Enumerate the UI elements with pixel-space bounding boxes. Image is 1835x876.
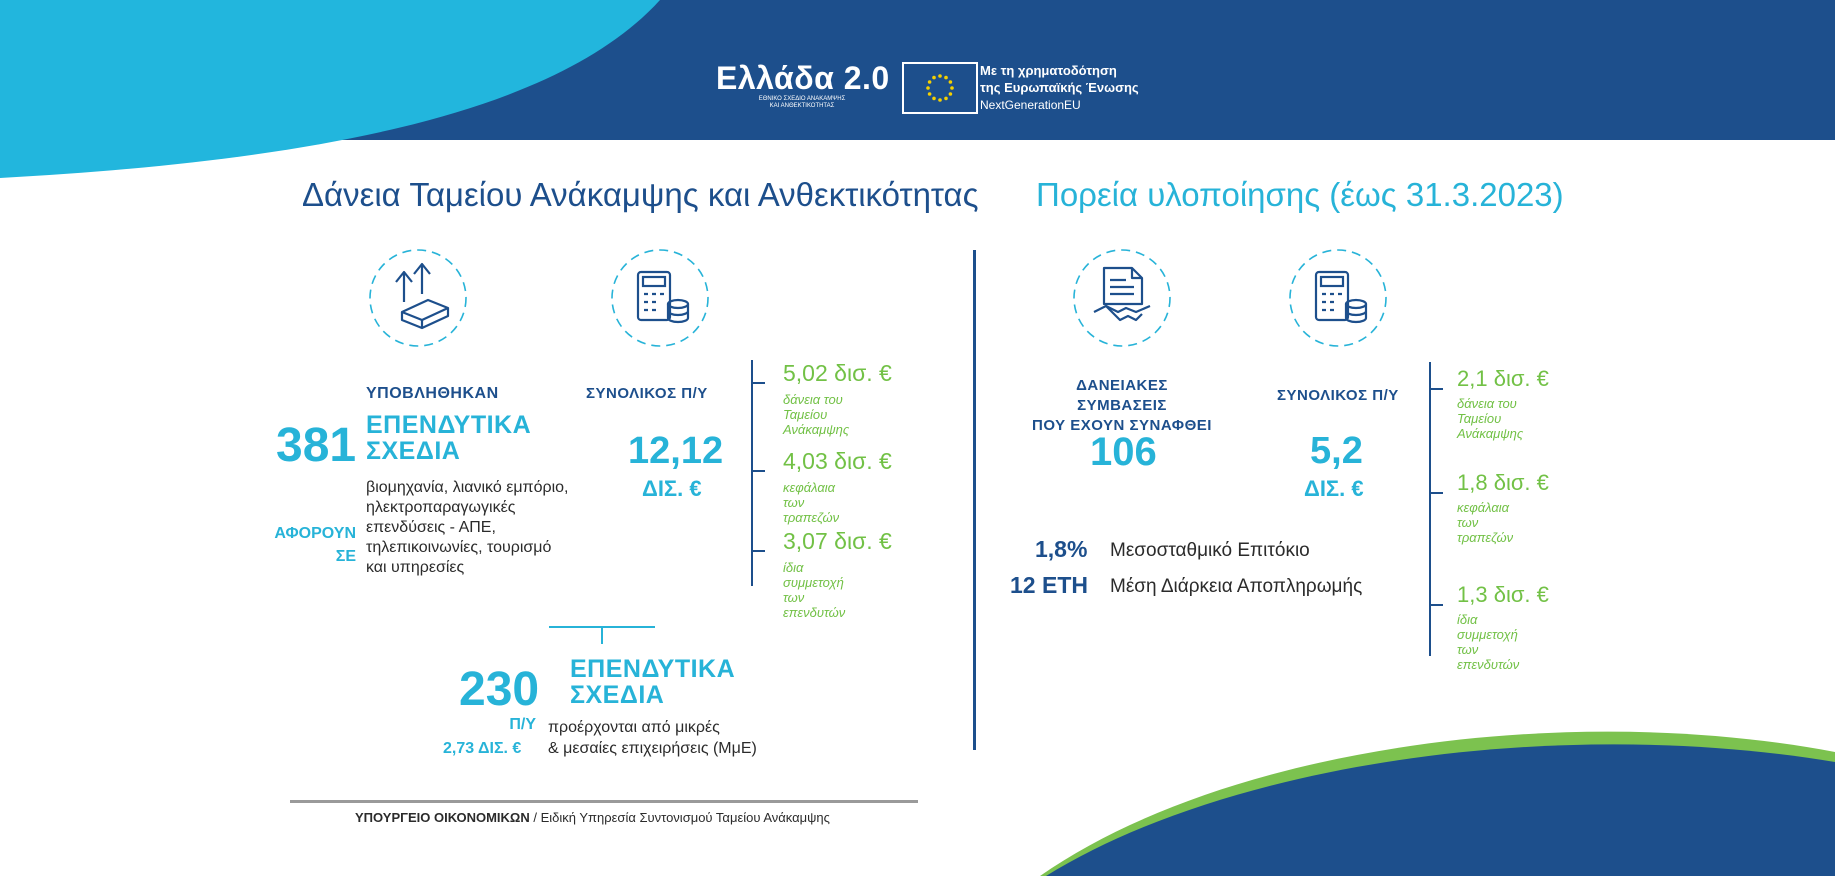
contract-handshake-icon bbox=[1070, 246, 1174, 350]
breakdown-value: 4,03 δισ. € bbox=[783, 448, 892, 474]
breakdown-value: 1,8 δισ. € bbox=[1457, 470, 1549, 495]
sectors-text: βιομηχανία, λιανικό εμπόριο, ηλεκτροπαραγωγικές επενδύσεις - ΑΠΕ, τηλεπικοινωνίες, τουρισμό και υπηρεσίες bbox=[366, 479, 569, 576]
page-subtitle: Πορεία υλοποίησης (έως 31.3.2023) bbox=[1036, 176, 1564, 213]
sme-connector-stem bbox=[601, 626, 603, 644]
growth-money-icon bbox=[366, 246, 470, 350]
breakdown-value: 1,3 δισ. € bbox=[1457, 582, 1549, 607]
footer-ministry: ΥΠΟΥΡΓΕΙΟ ΟΙΚΟΝΟΜΙΚΩΝ bbox=[355, 810, 530, 825]
right-breakdown-bar bbox=[1429, 362, 1431, 656]
footer-line bbox=[290, 800, 918, 803]
breakdown-value: 5,02 δισ. € bbox=[783, 360, 892, 386]
breakdown-value: 2,1 δισ. € bbox=[1457, 366, 1549, 391]
greece-2-logo-subtitle: ΕΘΝΙΚΟ ΣΧΕΔΙΟ ΑΝΑΚΑΜΨΗΣ ΚΑΙ ΑΝΘΕΚΤΙΚΟΤΗΤΑΣ bbox=[758, 96, 846, 109]
contracts-count: 106 bbox=[1090, 430, 1157, 474]
total-budget-label: ΣΥΝΟΛΙΚΟΣ Π/Υ bbox=[586, 385, 708, 402]
calculator-coins-icon bbox=[608, 246, 712, 350]
interest-rate-value: 1,8% bbox=[1035, 536, 1088, 562]
plans-count: 381 bbox=[276, 419, 357, 472]
calculator-coins-icon bbox=[1286, 246, 1390, 350]
submitted-label: ΥΠΟΒΛΗΘΗΚΑΝ bbox=[366, 385, 499, 402]
breakdown-desc: κεφάλαια των τραπεζών bbox=[1457, 500, 1514, 545]
breakdown-desc: ίδια συμμετοχή των επενδυτών bbox=[783, 560, 846, 620]
plans-label: ΕΠΕΝΔΥΤΙΚΑ ΣΧΕΔΙΑ bbox=[366, 411, 532, 465]
bottom-right-wave bbox=[1040, 710, 1835, 876]
sme-description: προέρχονται από μικρές & μεσαίες επιχειρήσεις (ΜμΕ) bbox=[548, 719, 757, 757]
left-breakdown-bar bbox=[751, 360, 753, 586]
eu-flag-icon bbox=[902, 62, 978, 114]
total-budget-unit: ΔΙΣ. € bbox=[642, 476, 702, 501]
breakdown-desc: δάνεια του Ταμείου Ανάκαμψης bbox=[783, 392, 850, 437]
contracts-label: ΔΑΝΕΙΑΚΕΣ ΣΥΜΒΑΣΕΙΣ ΠΟΥ ΕΧΟΥΝ ΣΥΝΑΦΘΕΙ bbox=[1032, 377, 1212, 434]
greece-2-logo: Ελλάδα 2.0 bbox=[716, 60, 890, 96]
footer-credit bbox=[355, 810, 830, 825]
breakdown-desc: κεφάλαια των τραπεζών bbox=[783, 480, 840, 525]
footer-agency: / Ειδική Υπηρεσία Συντονισμού Ταμείου Ανάκαμψης bbox=[529, 810, 830, 825]
right-budget-value: 5,2 bbox=[1310, 430, 1363, 472]
repayment-duration-label: Μέση Διάρκεια Αποπληρωμής bbox=[1110, 576, 1363, 597]
page-title: Δάνεια Ταμείου Ανάκαμψης και Ανθεκτικότητας bbox=[302, 176, 979, 213]
interest-rate-label: Μεσοσταθμικό Επιτόκιο bbox=[1110, 540, 1310, 561]
sme-budget-label: Π/Υ bbox=[509, 716, 536, 733]
funding-line-3: NextGenerationEU bbox=[980, 98, 1081, 112]
right-budget-label: ΣΥΝΟΛΙΚΟΣ Π/Υ bbox=[1277, 387, 1399, 404]
center-divider bbox=[973, 250, 976, 750]
concern-label: ΑΦΟΡΟΥΝ ΣΕ bbox=[274, 525, 356, 565]
funding-line-2: της Ευρωπαϊκής Ένωσης bbox=[980, 80, 1139, 95]
funding-line-1: Με τη χρηματοδότηση bbox=[980, 63, 1117, 78]
total-budget-value: 12,12 bbox=[628, 430, 724, 472]
breakdown-desc: δάνεια του Ταμείου Ανάκαμψης bbox=[1457, 396, 1524, 441]
breakdown-value: 3,07 δισ. € bbox=[783, 528, 892, 554]
right-budget-unit: ΔΙΣ. € bbox=[1304, 476, 1364, 501]
sme-label: ΕΠΕΝΔΥΤΙΚΑ ΣΧΕΔΙΑ bbox=[570, 655, 736, 709]
sme-budget-value: 2,73 ΔΙΣ. € bbox=[443, 740, 522, 757]
repayment-duration-value: 12 ΕΤΗ bbox=[1010, 572, 1088, 598]
sme-count: 230 bbox=[459, 663, 540, 716]
breakdown-desc: ίδια συμμετοχή των επενδυτών bbox=[1457, 612, 1520, 672]
